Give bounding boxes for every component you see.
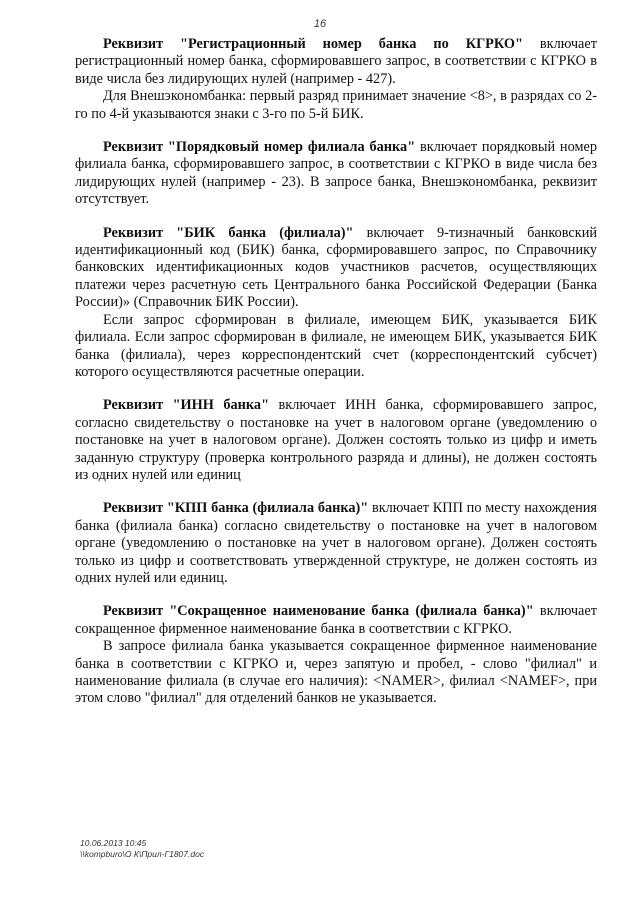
- paragraph-text: включает КПП по месту нахождения банка (филиала банка) согласно свидетельству о постановке на учет в налоговом органе (уведомлению о постановке на учет в налоговом органе). Должен состоять только из цифр и соответствовать утвержденной структуре, не должен состоять из одних нулей или единиц.: [75, 500, 597, 586]
- paragraph: [75, 36, 597, 88]
- requisite-term: Реквизит "Порядковый номер филиала банка": [103, 139, 416, 156]
- paragraph-text: В запросе филиала банка указывается сокращенное фирменное наименование банка в соответствии с КГРКО и, через запятую и пробел, - слово "филиал" и наименование филиала (в случае его наличия): <NAMER>, филиал <NAMEF>, при этом слово "филиал" для отделений банков не указывается.: [75, 638, 597, 707]
- requisite-term: Реквизит "ИНН банка": [103, 397, 270, 414]
- requisite-term: Реквизит "Сокращенное наименование банка (филиала банка)": [103, 603, 534, 620]
- requisite-term: Реквизит "КПП банка (филиала банка)": [103, 500, 369, 517]
- paragraph: [75, 397, 597, 484]
- paragraph: [75, 500, 597, 587]
- paragraph-text: Если запрос сформирован в филиале, имеющем БИК, указывается БИК филиала. Если запрос сформирован в филиале, не имеющем БИК, указывается БИК банка (филиала), через корреспондентский счет (корреспондентский субсчет) которого осуществляются расчетные операции.: [75, 311, 597, 380]
- paragraph-text: включает регистрационный номер банка, сформировавшего запрос, в соответствии с КГРКО в виде числа без лидирующих нулей (например - 427).: [75, 36, 597, 87]
- requisite-section: [75, 225, 597, 382]
- paragraph-text: Для Внешэкономбанка: первый разряд принимает значение <8>, в разрядах со 2-го по 4-й указываются знаки с 3-го по 5-й БИК.: [75, 88, 597, 122]
- page-number: 16: [313, 18, 327, 30]
- paragraph-text: включает сокращенное фирменное наименование банка в соответствии с КГРКО.: [75, 603, 597, 637]
- requisite-section: [75, 500, 597, 587]
- paragraph-text: включает 9-тизначный банковский идентификационный код (БИК) банка, сформировавшего запрос, по Справочнику банковских идентификационных кодов участников расчетов, осуществляющих платежи через расчетную сеть Центрального банка Российской Федерации (Банка России)» (Справочник БИК России).: [75, 224, 598, 311]
- requisite-section: [75, 397, 597, 484]
- paragraph: [75, 312, 597, 382]
- requisite-section: [75, 139, 597, 209]
- paragraph: [75, 638, 597, 708]
- requisite-term: Реквизит "БИК банка (филиала)": [103, 224, 354, 241]
- footer-file-path: \\kompburo\О К\Прил-Г1807.doc: [80, 849, 205, 859]
- paragraph: [75, 139, 597, 209]
- file-footer: [80, 838, 204, 860]
- paragraph-text: включает порядковый номер филиала банка, сформировавшего запрос, в соответствии с КГРКО в виде числа без лидирующих нулей (например - 23). В запросе банка, Внешэкономбанка, реквизит отсутствует.: [75, 139, 598, 208]
- requisite-section: [75, 603, 597, 707]
- requisite-section: [75, 36, 597, 123]
- paragraph: [75, 603, 597, 638]
- footer-timestamp: 10.06.2013 10:45: [80, 838, 147, 848]
- paragraph: [75, 88, 597, 123]
- document-body: [75, 36, 597, 724]
- requisite-term: Реквизит "Регистрационный номер банка по КГРКО": [103, 36, 523, 52]
- paragraph: [75, 225, 597, 312]
- paragraph-text: включает ИНН банка, сформировавшего запрос, согласно свидетельству о постановке на учет в налоговом органе (уведомлению о постановке на учет в налоговом органе). Должен состоять только из цифр и иметь заданную структуру (проверка контрольного разряда и длины), не должен состоять из одних нулей или единиц: [75, 397, 597, 483]
